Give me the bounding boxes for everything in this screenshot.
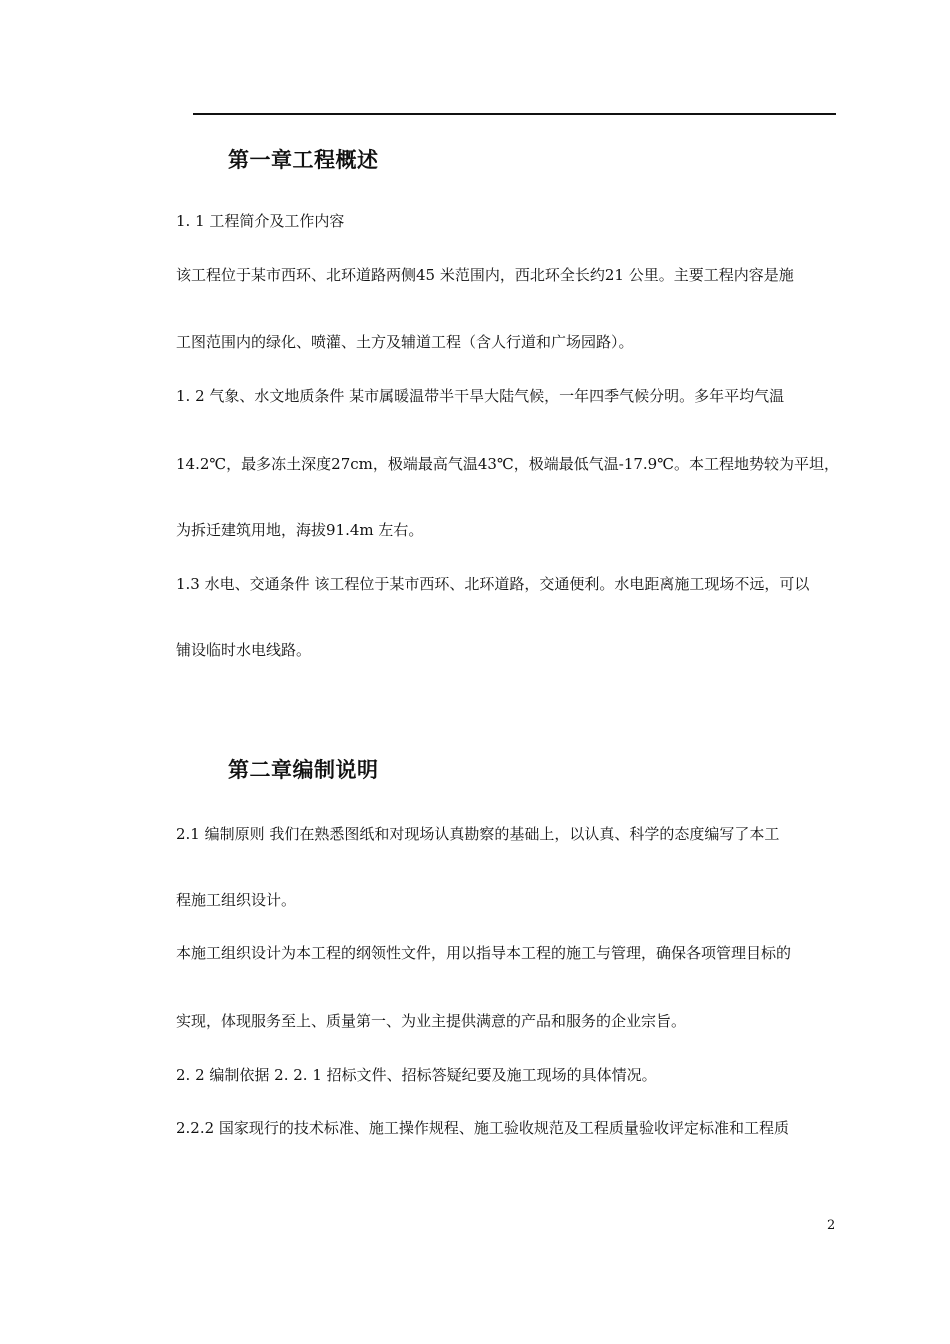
chapter-2-title: 第二章编制说明	[228, 758, 379, 782]
ch1-line-4: 1. 2 气象、水文地质条件 某市属暖温带半干旱大陆气候，一年四季气候分明。多年平均气温	[176, 387, 785, 405]
ch1-line-5: 14.2℃，最多冻土深度27cm，极端最高气温43℃，极端最低气温-17.9℃。本工程地势较为平坦，	[176, 455, 840, 473]
ch2-line-5: 2. 2 编制依据 2. 2. 1 招标文件、招标答疑纪要及施工现场的具体情况。	[176, 1066, 657, 1084]
ch2-line-1: 2.1 编制原则 我们在熟悉图纸和对现场认真勘察的基础上，以认真、科学的态度编写了本工	[176, 825, 780, 843]
ch2-line-3: 本施工组织设计为本工程的纲领性文件，用以指导本工程的施工与管理，确保各项管理目标的	[176, 944, 792, 962]
ch1-line-7: 1.3 水电、交通条件 该工程位于某市西环、北环道路，交通便利。水电距离施工现场不远，可以	[176, 575, 810, 593]
ch2-line-4: 实现，体现服务至上、质量第一、为业主提供满意的产品和服务的企业宗旨。	[176, 1012, 687, 1030]
ch1-line-3: 工图范围内的绿化、喷灌、土方及辅道工程（含人行道和广场园路）。	[176, 333, 634, 351]
header-rule	[193, 113, 836, 115]
ch2-line-6: 2.2.2 国家现行的技术标准、施工操作规程、施工验收规范及工程质量验收评定标准和工程质	[176, 1119, 789, 1137]
ch2-line-2: 程施工组织设计。	[176, 891, 297, 909]
chapter-1-title: 第一章工程概述	[228, 148, 379, 172]
ch1-line-6: 为拆迁建筑用地，海拔91.4m 左右。	[176, 521, 424, 539]
page-number: 2	[827, 1218, 836, 1233]
ch1-line-2: 该工程位于某市西环、北环道路两侧45 米范围内，西北环全长约21 公里。主要工程内容是施	[176, 266, 794, 284]
ch1-line-8: 铺设临时水电线路。	[176, 641, 312, 659]
ch1-line-1: 1. 1 工程简介及工作内容	[176, 212, 345, 230]
